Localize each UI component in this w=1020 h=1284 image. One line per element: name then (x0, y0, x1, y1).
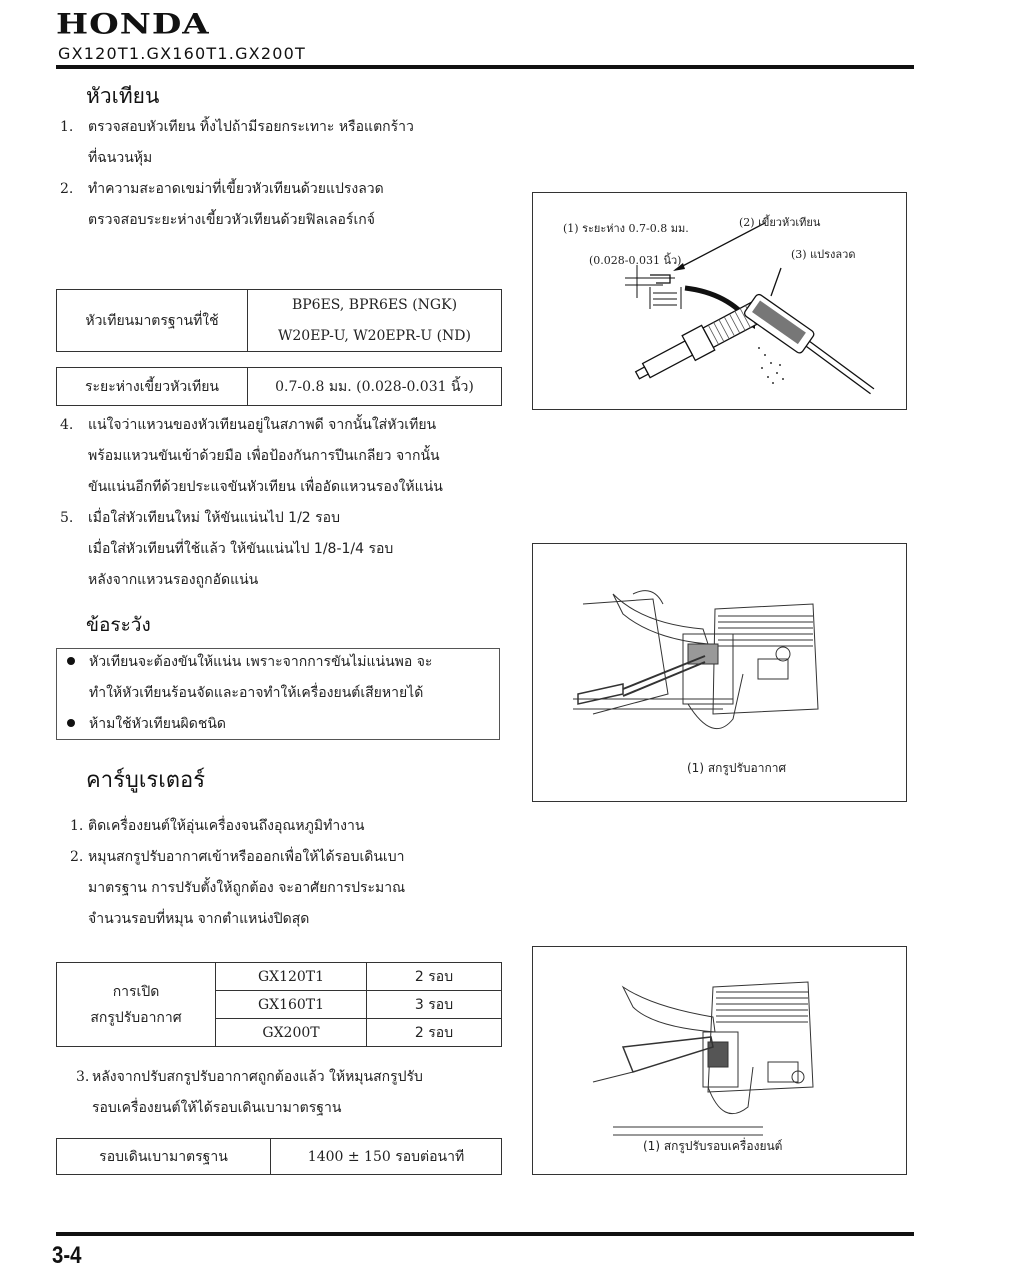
page-number: 3-4 (52, 1242, 82, 1269)
model-list: GX120T1.GX160T1.GX200T (58, 44, 306, 63)
step-number: 1. (70, 818, 84, 834)
turns-cell: 2 รอบ (367, 1019, 502, 1047)
idle-value: 1400 ± 150 รอบต่อนาที (271, 1139, 502, 1175)
step-2 (60, 174, 414, 205)
step-text: หมุนสกรูปรับอากาศเข้าหรือออกเพื่อให้ได้รอบเดินเบา (88, 849, 405, 865)
caution-bullet-1-cont: ทำให้หัวเทียนร้อนจัดและอาจทำให้เครื่องยนต์เสียหายได้ (89, 685, 424, 701)
wire-brush (743, 293, 881, 400)
figure-air-screw (532, 543, 907, 802)
leader-line (771, 268, 781, 296)
figure-label-wire-brush: (3) แปรงลวด (791, 248, 856, 261)
air-screw-opening-table (56, 962, 502, 1047)
debris-dots (758, 347, 784, 384)
step-5-cont: หลังจากแหวนรองถูกอัดแน่น (88, 572, 259, 588)
spec-value-nd: W20EP-U, W20EPR-U (ND) (248, 321, 502, 352)
step-number: 2. (70, 849, 84, 865)
figure-label-gap-inches: (0.028-0.031 นิ้ว) (589, 254, 682, 267)
figure-caption-throttle-screw: (1) สกรูปรับรอบเครื่องยนต์ (643, 1139, 783, 1153)
step-number: 1. (60, 119, 74, 135)
caution-box (56, 648, 500, 740)
figure-caption-air-screw: (1) สกรูปรับอากาศ (687, 761, 787, 775)
turns-cell: 3 รอบ (367, 991, 502, 1019)
spark-plug-gap-table (56, 367, 502, 406)
spec-value-ngk: BP6ES, BPR6ES (NGK) (248, 290, 502, 321)
model-cell: GX160T1 (216, 991, 367, 1019)
carb-step-1 (70, 811, 405, 842)
model-cell: GX200T (216, 1019, 367, 1047)
step-4-cont: ขันแน่นอีกทีด้วยประแจขันหัวเทียน เพื่ออัดแหวนรองให้แน่น (88, 479, 443, 495)
step-text: ทำความสะอาดเขม่าที่เขี้ยวหัวเทียนด้วยแปรงลวด (88, 181, 384, 197)
model-cell: GX120T1 (216, 963, 367, 991)
spark-plug-install-steps (60, 410, 443, 596)
carburetor-steps (70, 811, 405, 935)
step-4 (60, 410, 443, 441)
idle-label: รอบเดินเบามาตรฐาน (57, 1139, 271, 1175)
step-text: ติดเครื่องยนต์ให้อุ่นเครื่องจนถึงอุณหภูมิทำงาน (88, 818, 365, 834)
spark-plug-steps (60, 112, 414, 236)
step-text: ตรวจสอบหัวเทียน ทิ้งไปถ้ามีรอยกระเทาะ หรือแตกร้าว (88, 119, 414, 135)
caution-bullet-1 (57, 647, 499, 678)
carb-step-2-cont: มาตรฐาน การปรับตั้งให้ถูกต้อง จะอาศัยการประมาณ (88, 880, 406, 896)
step-2-cont: ตรวจสอบระยะห่างเขี้ยวหัวเทียนด้วยฟิลเลอร์เกจ์ (88, 212, 375, 228)
step-4-cont: พร้อมแหวนขันเข้าด้วยมือ เพื่อป้องกันการปีนเกลียว จากนั้น (88, 448, 440, 464)
step-number: 4. (60, 417, 74, 433)
section-title-carburetor: คาร์บูเรเตอร์ (86, 768, 206, 793)
step-number: 5. (60, 510, 74, 526)
idle-speed-table (56, 1138, 502, 1175)
caution-title: ข้อระวัง (86, 614, 151, 636)
footer-rule (56, 1232, 914, 1236)
carburetor-step-3 (76, 1062, 423, 1124)
opening-label-line: การเปิด (112, 983, 160, 1000)
bullet-icon (67, 657, 75, 665)
step-number: 2. (60, 181, 74, 197)
gap-label: ระยะห่างเขี้ยวหัวเทียน (57, 368, 248, 406)
step-text: เมื่อใส่หัวเทียนใหม่ ให้ขันแน่นไป 1/2 รอบ (88, 510, 340, 526)
header-rule (56, 65, 914, 69)
spec-label: หัวเทียนมาตรฐานที่ใช้ (57, 290, 248, 352)
step-text: แน่ใจว่าแหวนของหัวเทียนอยู่ในสภาพดี จากนั้นใส่หัวเทียน (88, 417, 437, 433)
step-text: หลังจากปรับสกรูปรับอากาศถูกต้องแล้ว ให้หมุนสกรูปรับ (92, 1069, 423, 1085)
caution-text: ห้ามใช้หัวเทียนผิดชนิด (89, 716, 226, 732)
step-1-cont: ที่ฉนวนหุ้ม (88, 150, 153, 166)
spark-plug-spec-table (56, 289, 502, 352)
opening-label (57, 963, 216, 1047)
section-title-spark-plug: หัวเทียน (86, 84, 160, 108)
gap-value: 0.7-0.8 มม. (0.028-0.031 นิ้ว) (248, 368, 502, 406)
step-5 (60, 503, 443, 534)
caution-text: หัวเทียนจะต้องขันให้แน่น เพราะจากการขันไม่แน่นพอ จะ (89, 654, 433, 670)
step-1 (60, 112, 414, 143)
figure-spark-plug-gap (532, 192, 907, 410)
brand-logo: HONDA (56, 8, 210, 41)
carb-step-2-cont: จำนวนรอบที่หมุน จากตำแหน่งปิดสุด (88, 911, 310, 927)
opening-label-line: สกรูปรับอากาศ (90, 1009, 182, 1026)
bullet-icon (67, 719, 75, 727)
step-number: 3. (76, 1069, 90, 1085)
step-5-cont: เมื่อใส่หัวเทียนที่ใช้แล้ว ให้ขันแน่นไป 1/8-1/4 รอบ (88, 541, 394, 557)
figure-label-gap: (1) ระยะห่าง 0.7-0.8 มม. (563, 222, 689, 235)
carb-step-3 (76, 1062, 423, 1093)
carb-step-2 (70, 842, 405, 873)
carb-step-3-cont: รอบเครื่องยนต์ให้ได้รอบเดินเบามาตรฐาน (92, 1100, 342, 1116)
figure-label-electrode: (2) เขี้ยวหัวเทียน (739, 216, 821, 229)
turns-cell: 2 รอบ (367, 963, 502, 991)
caution-bullet-2 (57, 709, 499, 740)
figure-throttle-screw (532, 946, 907, 1175)
